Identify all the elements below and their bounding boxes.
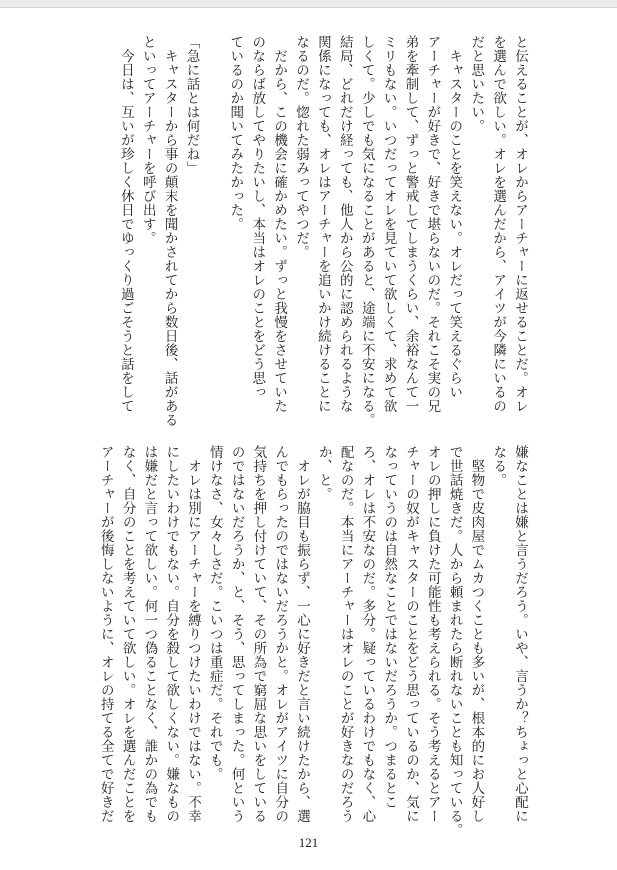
text-column: のならば放してやりたいし、本当はオレのことをどう思っ — [249, 35, 266, 399]
text-column: なっていうのは自然なことではないだろうか。つまるとこ — [381, 445, 398, 809]
text-column: んでもらったのではないだろうかと。オレがアイツに自分の — [272, 445, 289, 823]
lower-text-block — [95, 445, 528, 840]
text-column: 情けなさ、女々しさだ。こいつは重症だ。それでも。 — [206, 445, 223, 781]
text-column: ているのか聞いてみたかった。 — [227, 35, 244, 231]
text-column: だから、この機会に確かめたい。ずっと我慢をさせていた — [271, 35, 288, 413]
text-column: は嫌だと言って欲しい。何一つ偽ることなく、誰かの為でも — [141, 445, 158, 823]
page-number: 121 — [298, 835, 319, 850]
text-column: 今日は、互いが珍しく休日でゆっくり過ごそうと話をして — [117, 35, 134, 413]
text-column: だと思いたい。 — [468, 35, 485, 133]
text-column: といってアーチャーを呼び出す。 — [139, 35, 156, 245]
text-column: オレが脇目も振らず、一心に好きだと言い続けたから、選 — [294, 445, 310, 823]
text-column: キャスターのことを笑えない。オレだって笑えるぐらい — [446, 35, 463, 399]
text-column: オレは別にアーチャーを縛りつけたいわけではない。不幸 — [185, 445, 201, 823]
text-column: で世話焼きだ。人から頼まれたら断れないことも知っている。 — [446, 445, 463, 837]
text-column: なく、自分のことを考えていて欲しい。オレを選んだことを — [119, 445, 136, 823]
text-column: しくて。少しでも気になることがあると、途端に不安になる。 — [358, 35, 375, 427]
text-column: オレの押しに負けた可能性も考えられる。そう考えるとアー — [424, 445, 441, 823]
text-column: か、と。 — [315, 445, 332, 501]
text-column: ミリもない。いつだってオレを見ていて欲しくて、求めて欲 — [380, 35, 397, 413]
page-top-edge — [0, 0, 617, 8]
text-column: 「急に話とは何だね」 — [183, 35, 200, 175]
text-column: なる。 — [490, 445, 507, 487]
text-column: キャスターから事の顛末を聞かされてから数日後、話がある — [161, 35, 178, 427]
text-column: のではないだろうか、と、そう、思ってしまった。何という — [228, 445, 245, 823]
text-column: を選んで欲しい。オレを選んだから、アイツが今隣にいるの — [490, 35, 507, 413]
text-column: 弟を牽制して、ずっと警戒してしまうくらい、余裕なんて一 — [402, 35, 419, 413]
text-column: チャーの奴がキャスターのことをどう思っているのか、気に — [403, 445, 419, 823]
text-column: 配なのだ。本当にアーチャーはオレのことが好きなのだろう — [337, 445, 354, 823]
upper-text-block — [117, 35, 530, 430]
text-column: アーチャーが好きで、好きで堪らないのだ。それこそ実の兄 — [424, 35, 441, 413]
text-column: 気持ちを押し付けていて、その所為で窮屈な思いをしている — [250, 445, 267, 823]
text-column: と伝えることが、オレからアーチャーに返せることだ。オレ — [512, 35, 528, 413]
text-column: ろ、オレは不安なのだ。多分。疑っているわけでもなく、心 — [359, 445, 376, 823]
text-column: アーチャーが後悔しないように、オレの持てる全てで好きだ — [97, 445, 114, 823]
text-column: にしたいわけでもない。自分を殺して欲しくない。嫌なもの — [163, 445, 180, 823]
text-column: 堅物で皮肉屋でムカつくことも多いが、根本的にお人好し — [468, 445, 485, 823]
text-column: 結局、どれだけ経っても、他人から公的に認められるような — [336, 35, 353, 413]
text-column: 嫌なことは嫌と言うだろう。いや、言うか？ちょっと心配に — [512, 445, 528, 823]
text-column: なるのだ。惚れた弱みってやつだ。 — [293, 35, 309, 259]
text-column: 関係になっても、オレはアーチャーを追いかけ続けることに — [314, 35, 331, 413]
